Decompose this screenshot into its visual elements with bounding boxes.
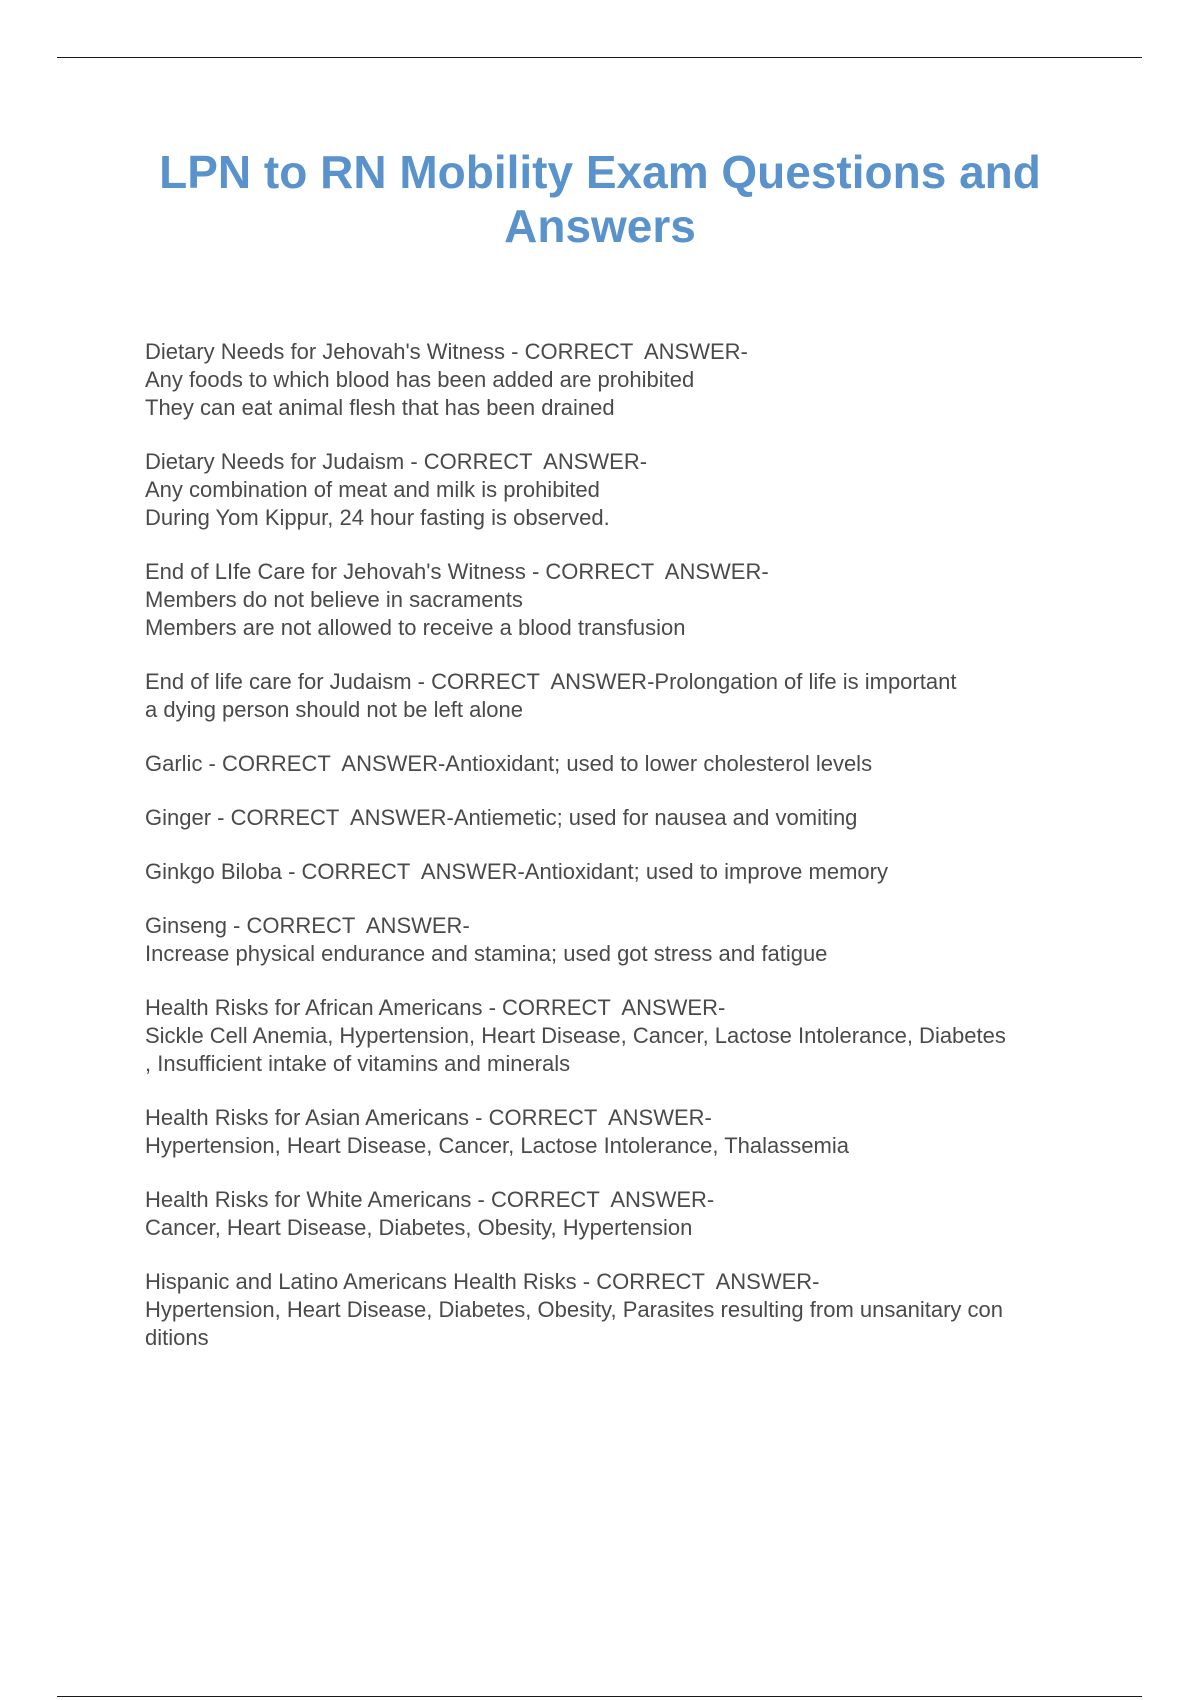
entry-line: During Yom Kippur, 24 hour fasting is observed. xyxy=(145,505,610,530)
entry-line: They can eat animal flesh that has been drained xyxy=(145,395,615,420)
qa-entry xyxy=(145,858,1105,886)
entry-line: Health Risks for White Americans - CORRECT ANSWER- xyxy=(145,1187,715,1212)
qa-entry xyxy=(145,1104,1105,1160)
entry-line: Dietary Needs for Judaism - CORRECT ANSWER- xyxy=(145,449,648,474)
entry-line: Ginseng - CORRECT ANSWER- xyxy=(145,913,470,938)
entry-line: Hypertension, Heart Disease, Diabetes, Obesity, Parasites resulting from unsanitary con xyxy=(145,1297,1003,1322)
entry-line: End of life care for Judaism - CORRECT ANSWER-Prolongation of life is important xyxy=(145,669,957,694)
entry-line: Dietary Needs for Jehovah's Witness - CORRECT ANSWER- xyxy=(145,339,748,364)
qa-entry xyxy=(145,1268,1105,1352)
bottom-rule xyxy=(57,1696,1142,1697)
entry-line: End of LIfe Care for Jehovah's Witness - CORRECT ANSWER- xyxy=(145,559,769,584)
qa-entry xyxy=(145,1186,1105,1242)
entry-line: Hypertension, Heart Disease, Cancer, Lactose Intolerance, Thalassemia xyxy=(145,1133,849,1158)
entry-line: Hispanic and Latino Americans Health Risks - CORRECT ANSWER- xyxy=(145,1269,820,1294)
entry-line: Health Risks for African Americans - CORRECT ANSWER- xyxy=(145,995,726,1020)
entry-line: ditions xyxy=(145,1325,209,1350)
qa-entry xyxy=(145,750,1105,778)
top-rule xyxy=(57,57,1142,58)
entry-line: Ginkgo Biloba - CORRECT ANSWER-Antioxidant; used to improve memory xyxy=(145,859,888,884)
entry-line: Any combination of meat and milk is prohibited xyxy=(145,477,600,502)
qa-entry xyxy=(145,994,1105,1078)
qa-entry xyxy=(145,558,1105,642)
entry-line: Health Risks for Asian Americans - CORRECT ANSWER- xyxy=(145,1105,712,1130)
entry-line: a dying person should not be left alone xyxy=(145,697,523,722)
entry-line: Garlic - CORRECT ANSWER-Antioxidant; used to lower cholesterol levels xyxy=(145,751,873,776)
qa-entry xyxy=(145,804,1105,832)
entry-line: Increase physical endurance and stamina; used got stress and fatigue xyxy=(145,941,828,966)
page-title: LPN to RN Mobility Exam Questions and Answers xyxy=(159,146,1041,252)
qa-entry xyxy=(145,912,1105,968)
entry-line: Sickle Cell Anemia, Hypertension, Heart Disease, Cancer, Lactose Intolerance, Diabetes xyxy=(145,1023,1006,1048)
entry-line: Members do not believe in sacraments xyxy=(145,587,523,612)
entry-line: Any foods to which blood has been added are prohibited xyxy=(145,367,695,392)
entry-line: , Insufficient intake of vitamins and minerals xyxy=(145,1051,571,1076)
qa-list xyxy=(145,338,1105,1352)
qa-entry xyxy=(145,668,1105,724)
qa-entry xyxy=(145,338,1105,422)
qa-entry xyxy=(145,448,1105,532)
entry-line: Members are not allowed to receive a blood transfusion xyxy=(145,615,686,640)
entry-line: Cancer, Heart Disease, Diabetes, Obesity, Hypertension xyxy=(145,1215,693,1240)
entry-line: Ginger - CORRECT ANSWER-Antiemetic; used for nausea and vomiting xyxy=(145,805,858,830)
